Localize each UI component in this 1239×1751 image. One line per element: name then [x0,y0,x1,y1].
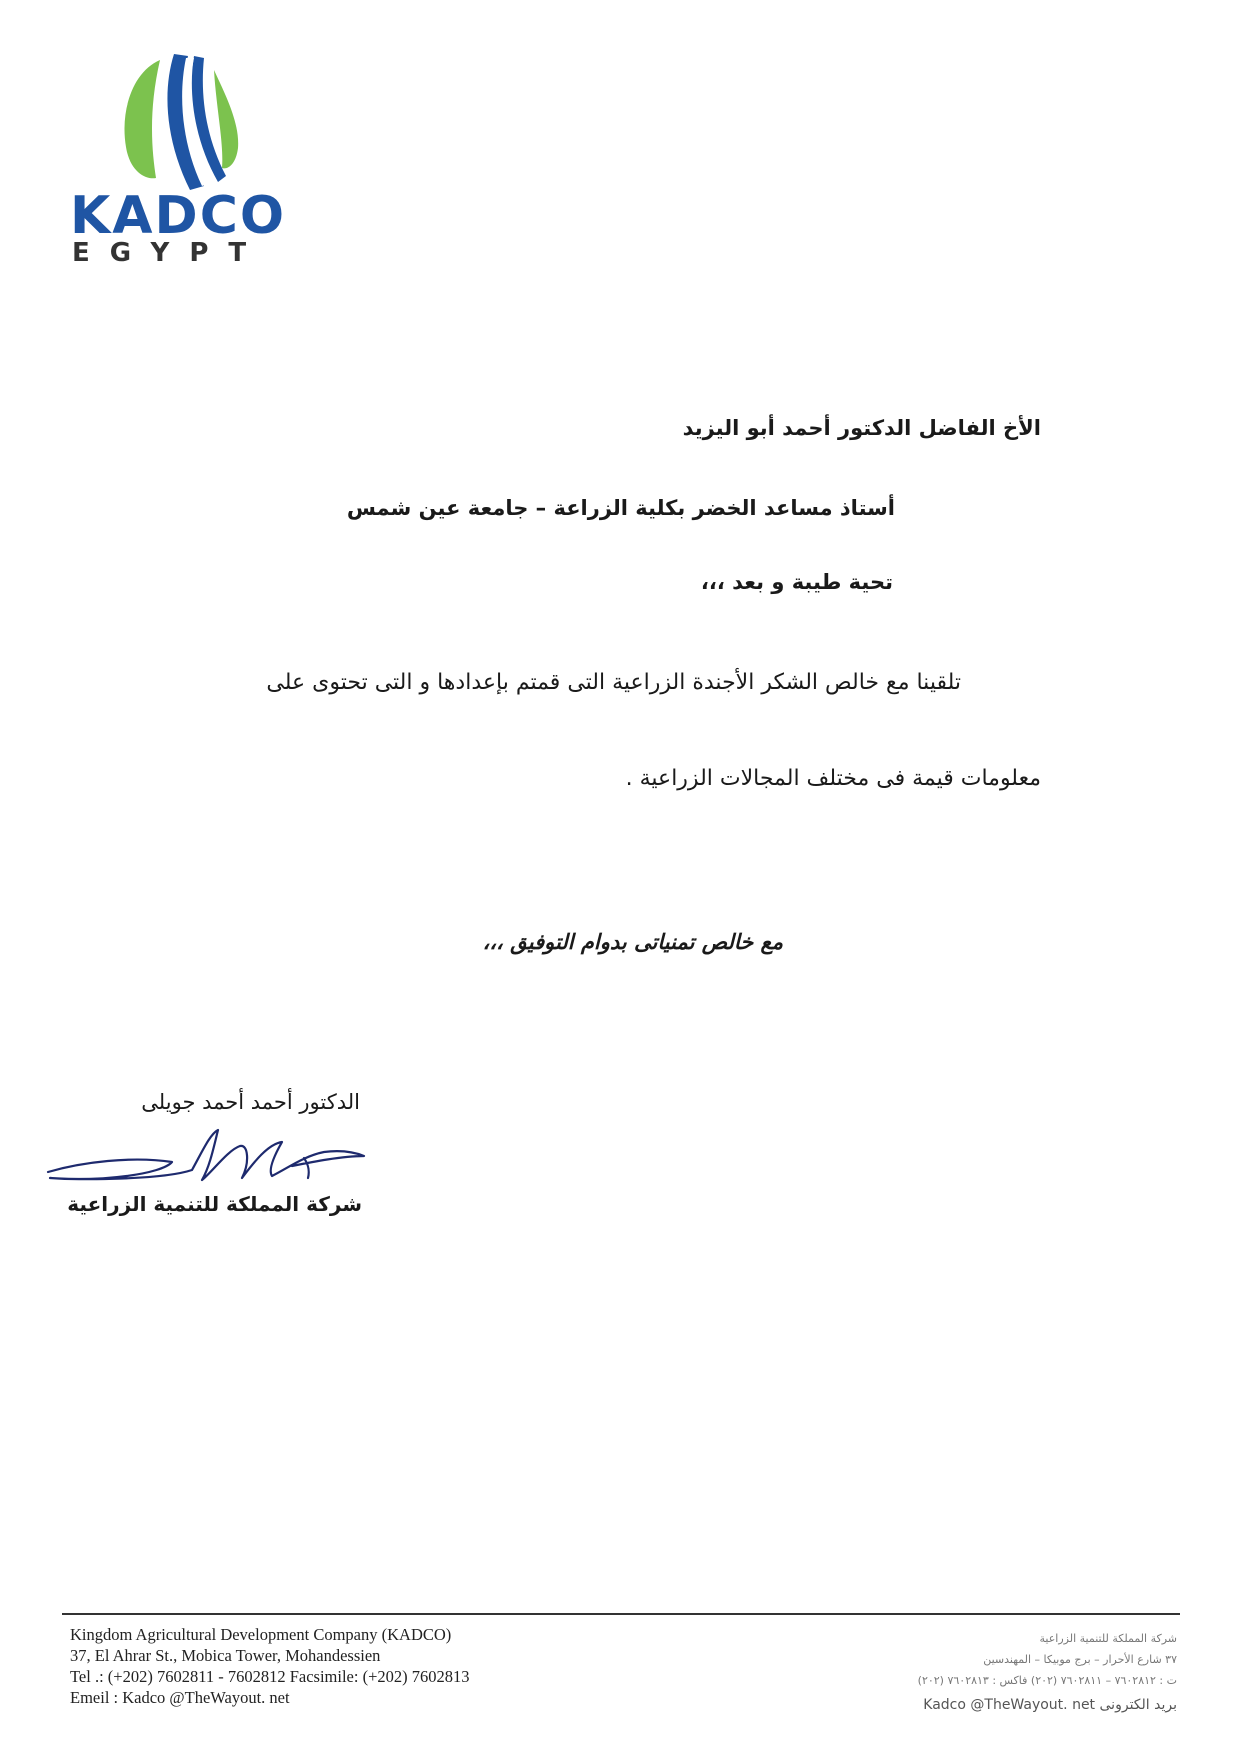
footer-english-block [70,1624,470,1708]
footer-divider [62,1613,1180,1615]
footer-email-en: Emeil : Kadco @TheWayout. net [70,1688,290,1707]
kadco-emblem-icon [112,52,252,192]
body-line-1: تلقينا مع خالص الشكر الأجندة الزراعية التى قمتم بإعدادها و التى تحتوى على [266,670,961,695]
footer-address-ar: ٣٧ شارع الأحرار – برج موبيكا – المهندسين [983,1653,1177,1666]
kadco-logo [62,52,312,267]
logo-name: KADCO [70,186,287,246]
body-line-2: معلومات قيمة فى مختلف المجالات الزراعية . [625,766,1041,791]
footer-phone-ar: ت : ٧٦٠٢٨١٢ – ٧٦٠٢٨١١ (٢٠٢) فاكس : ٧٦٠٢٨١٣ (٢٠٢) [917,1674,1177,1687]
footer-company-en: Kingdom Agricultural Development Company (KADCO) [70,1625,452,1644]
recipient-name: الأخ الفاضل الدكتور أحمد أبو اليزيد [682,416,1041,440]
footer-address-en: 37, El Ahrar St., Mobica Tower, Mohandessien [70,1646,381,1665]
recipient-title: أستاذ مساعد الخضر بكلية الزراعة – جامعة عين شمس [346,496,895,520]
signer-name: الدكتور أحمد أحمد جويلى [141,1090,360,1114]
handwritten-signature-icon [42,1122,372,1190]
logo-country: EGYPT [72,238,267,268]
footer-email-ar: بريد الكترونى Kadco @TheWayout. net [923,1697,1177,1713]
signer-company: شركة المملكة للتنمية الزراعية [67,1192,362,1216]
greeting: تحية طيبة و بعد ،،، [700,570,893,594]
footer-phone-en: Tel .: (+202) 7602811 - 7602812 Facsimile: (+202) 7602813 [70,1667,470,1686]
footer-arabic-block [817,1628,1177,1716]
footer-company-ar: شركة المملكة للتنمية الزراعية [1039,1632,1177,1645]
closing-line: مع خالص تمنياتى بدوام التوفيق ،،، [482,930,783,954]
